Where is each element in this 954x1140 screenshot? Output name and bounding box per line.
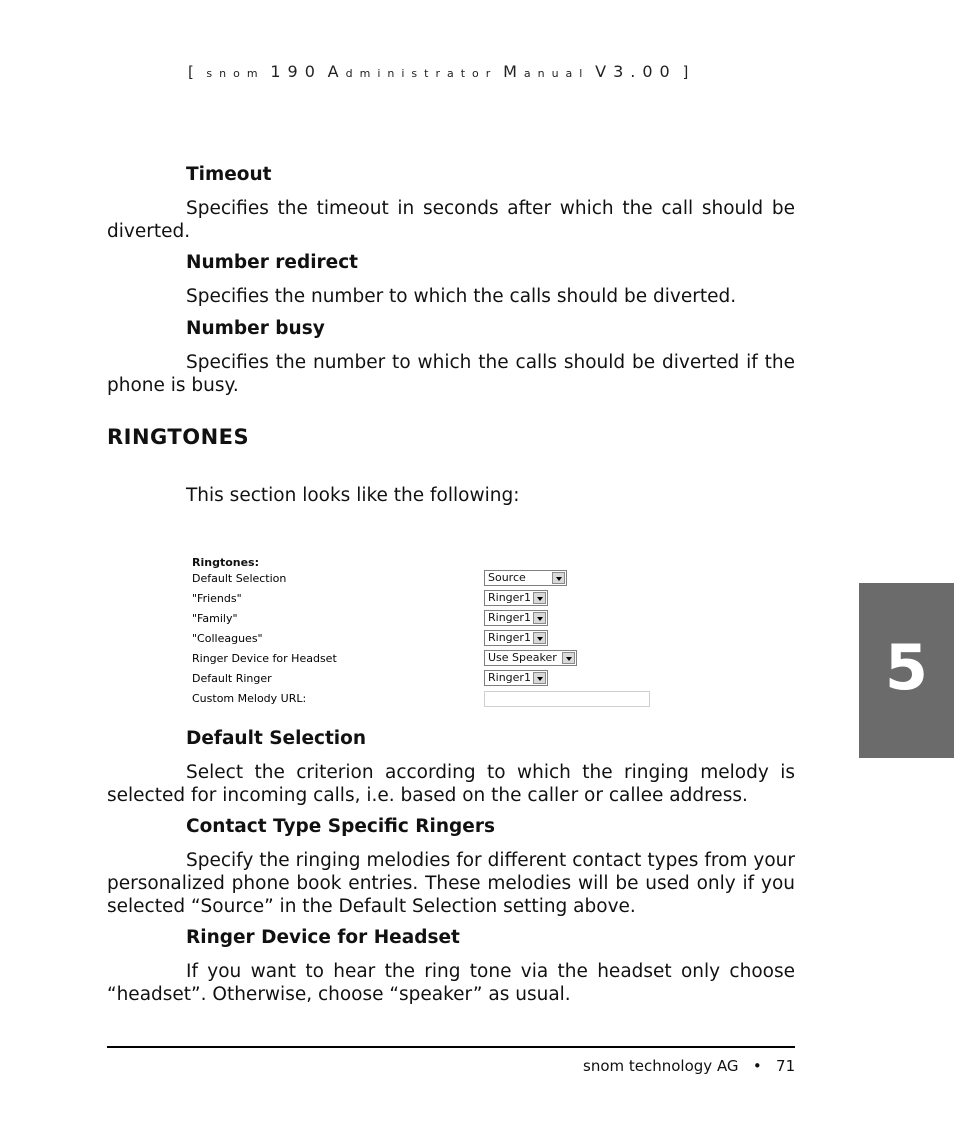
number-redirect-text-body: Specifies the number to which the calls should be diverted. [186, 286, 737, 307]
family-ringer-value: Ringer1 [488, 611, 531, 624]
header-word-initial: M [503, 62, 524, 81]
timeout-heading: Timeout [186, 164, 272, 185]
header-word-initial: A [327, 62, 346, 81]
ringtones-form-heading: Ringtones: [192, 556, 259, 569]
page-header [188, 62, 689, 81]
ringer-device-headset-value: Use Speaker [488, 651, 557, 664]
ringer-device-heading: Ringer Device for Headset [186, 927, 460, 948]
footer-bullet: • [752, 1057, 762, 1075]
colleagues-ringer-value: Ringer1 [488, 631, 531, 644]
default-selection-label: Default Selection [192, 572, 287, 585]
chevron-down-icon[interactable] [562, 652, 575, 664]
page-number: 71 [776, 1057, 796, 1075]
timeout-text-body: Specifies the timeout in seconds after which the call should be diverted. [107, 198, 795, 242]
number-redirect-text [107, 285, 795, 308]
friends-label: "Friends" [192, 592, 242, 605]
header-bracket-open: [ [188, 63, 195, 81]
page-footer [583, 1057, 795, 1075]
footer-company: snom technology AG [583, 1057, 739, 1075]
custom-melody-url-label: Custom Melody URL: [192, 692, 307, 705]
family-label: "Family" [192, 612, 238, 625]
default-selection-text [107, 761, 795, 807]
number-busy-text [107, 351, 795, 397]
chevron-down-icon[interactable] [552, 572, 565, 584]
default-selection-text-body: Select the criterion according to which the ringing melody is selected for incoming calls, i.e. based on the caller or callee address. [107, 762, 795, 806]
default-ringer-select[interactable] [484, 670, 548, 686]
header-word-rest: dministrator [345, 67, 498, 80]
custom-melody-url-input[interactable] [484, 691, 650, 707]
number-busy-text-body: Specifies the number to which the calls should be diverted if the phone is busy. [107, 352, 795, 396]
ringtones-intro-body: This section looks like the following: [186, 485, 520, 506]
chevron-down-icon[interactable] [533, 632, 546, 644]
ringer-device-text-body: If you want to hear the ring tone via the headset only choose “headset”. Otherwise, choose “speaker” as usual. [107, 961, 795, 1005]
header-model: 190 [270, 62, 322, 81]
chevron-down-icon[interactable] [533, 672, 546, 684]
default-selection-heading: Default Selection [186, 728, 367, 749]
chevron-down-icon[interactable] [533, 612, 546, 624]
number-redirect-heading: Number redirect [186, 252, 359, 273]
chapter-tab [859, 583, 954, 758]
contact-type-heading: Contact Type Specific Ringers [186, 816, 495, 837]
ringer-device-headset-select[interactable] [484, 650, 577, 666]
default-selection-value: Source [488, 571, 526, 584]
chevron-down-icon[interactable] [533, 592, 546, 604]
colleagues-label: "Colleagues" [192, 632, 263, 645]
footer-divider [107, 1046, 795, 1048]
number-busy-heading: Number busy [186, 318, 325, 339]
header-word-rest: anual [523, 67, 590, 80]
ringtones-section-title: RINGTONES [107, 425, 250, 449]
ringer-device-headset-label: Ringer Device for Headset [192, 652, 337, 665]
default-ringer-value: Ringer1 [488, 671, 531, 684]
ringer-device-text [107, 960, 795, 1006]
contact-type-text-body: Specify the ringing melodies for different contact types from your personalized phone book entries. These melodies will be used only if you selected “Source” in the Default Selection setting above. [107, 850, 795, 917]
friends-ringer-select[interactable] [484, 590, 548, 606]
default-selection-select[interactable] [484, 570, 567, 586]
colleagues-ringer-select[interactable] [484, 630, 548, 646]
family-ringer-select[interactable] [484, 610, 548, 626]
default-ringer-label: Default Ringer [192, 672, 272, 685]
timeout-text [107, 197, 795, 243]
contact-type-text [107, 849, 795, 918]
header-brand: snom [206, 67, 265, 80]
chapter-number: 5 [884, 631, 929, 704]
header-version: V3.00 [595, 62, 677, 81]
ringtones-form [190, 555, 660, 715]
header-bracket-close: ] [682, 63, 690, 81]
friends-ringer-value: Ringer1 [488, 591, 531, 604]
ringtones-intro [107, 484, 795, 507]
